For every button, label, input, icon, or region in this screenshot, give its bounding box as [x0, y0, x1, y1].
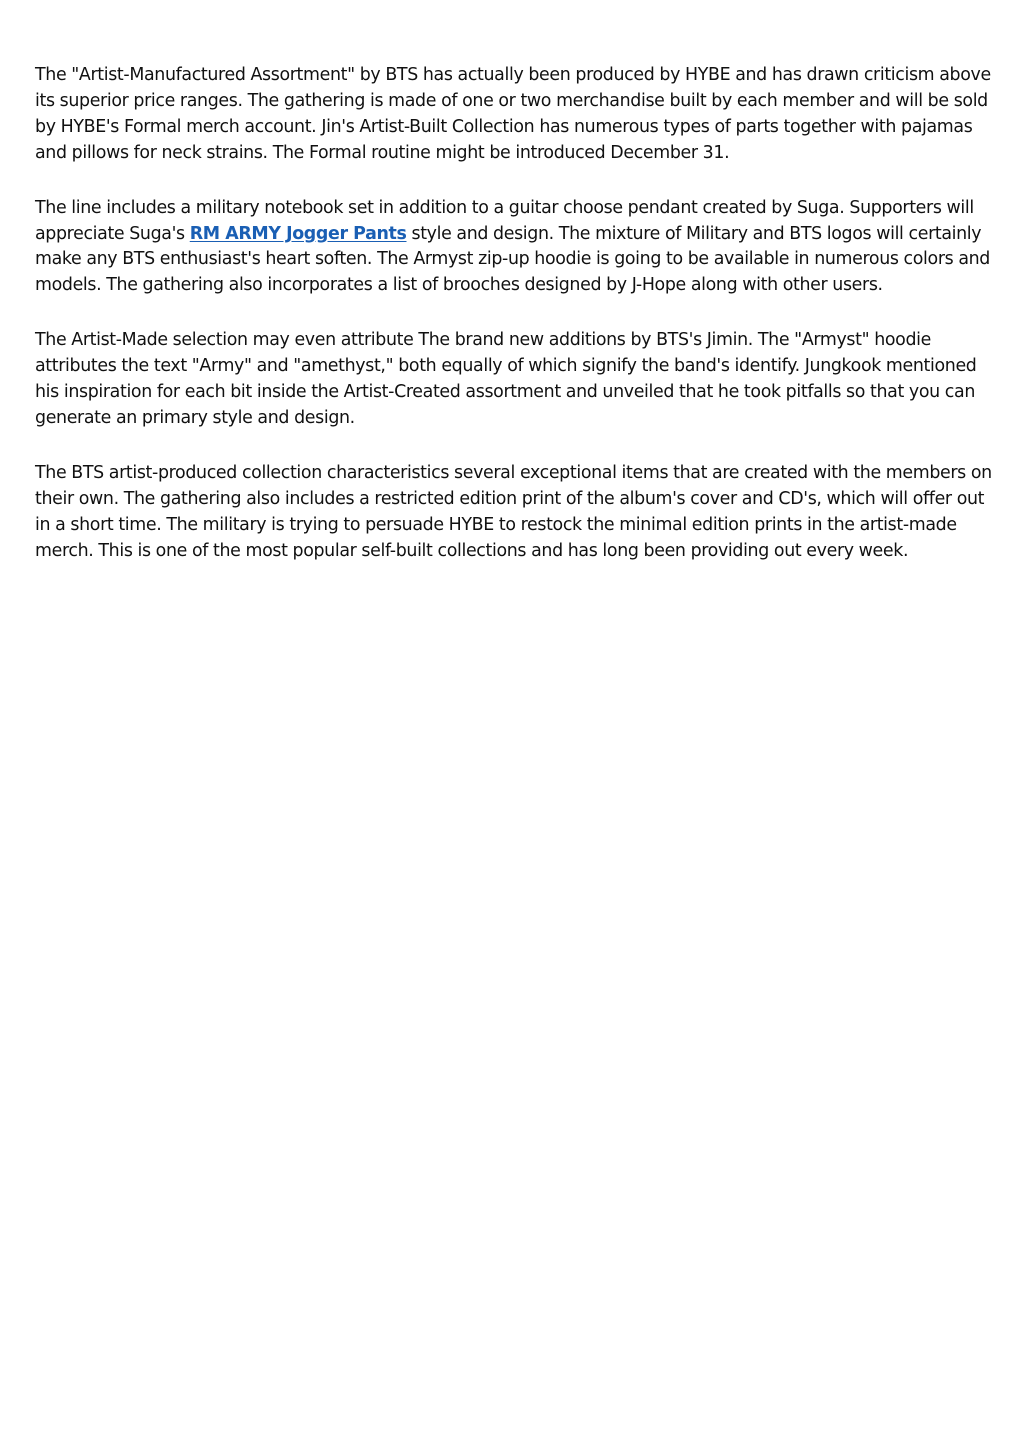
article-body: [35, 63, 995, 594]
paragraph-2-text-before-link: The line includes a military notebook set in addition to a guitar choose pendant created by Suga. Supporters will appreciate Suga's: [35, 197, 974, 244]
paragraph-4: The BTS artist-produced collection characteristics several exceptional items that are created with the members on their own. The gathering also includes a restricted edition print of the album's cover and CD's, which will offer out in a short time. The military is trying to persuade HYBE to restock the minimal edition prints in the artist-made merch. This is one of the most popular self-built collections and has long been providing out every week.: [35, 462, 992, 561]
paragraph-2: [35, 196, 995, 300]
paragraph-1: The "Artist-Manufactured Assortment" by BTS has actually been produced by HYBE and has drawn criticism above its superior price ranges. The gathering is made of one or two merchandise built by each member and will be sold by HYBE's Formal merch account. Jin's Artist-Built Collection has numerous types of parts together with pajamas and pillows for neck strains. The Formal routine might be introduced December 31.: [35, 65, 991, 163]
rm-army-jogger-pants-link[interactable]: RM ARMY Jogger Pants: [189, 223, 407, 244]
paragraph-3: The Artist-Made selection may even attribute The brand new additions by BTS's Jimin. The "Armyst" hoodie attributes the text "Army" and "amethyst," both equally of which signify the band's identify. Jungkook mentioned his inspiration for each bit inside the Artist-Created assortment and unveiled that he took pitfalls so that you can generate an primary style and design.: [35, 330, 977, 428]
paragraph-2-text-after-link: style and design. The mixture of Military and BTS logos will certainly make any BTS enthusiast's heart soften. The Armyst zip-up hoodie is going to be available in numerous colors and models. The gathering also incorporates a list of brooches designed by J-Hope along with other users.: [35, 223, 990, 296]
